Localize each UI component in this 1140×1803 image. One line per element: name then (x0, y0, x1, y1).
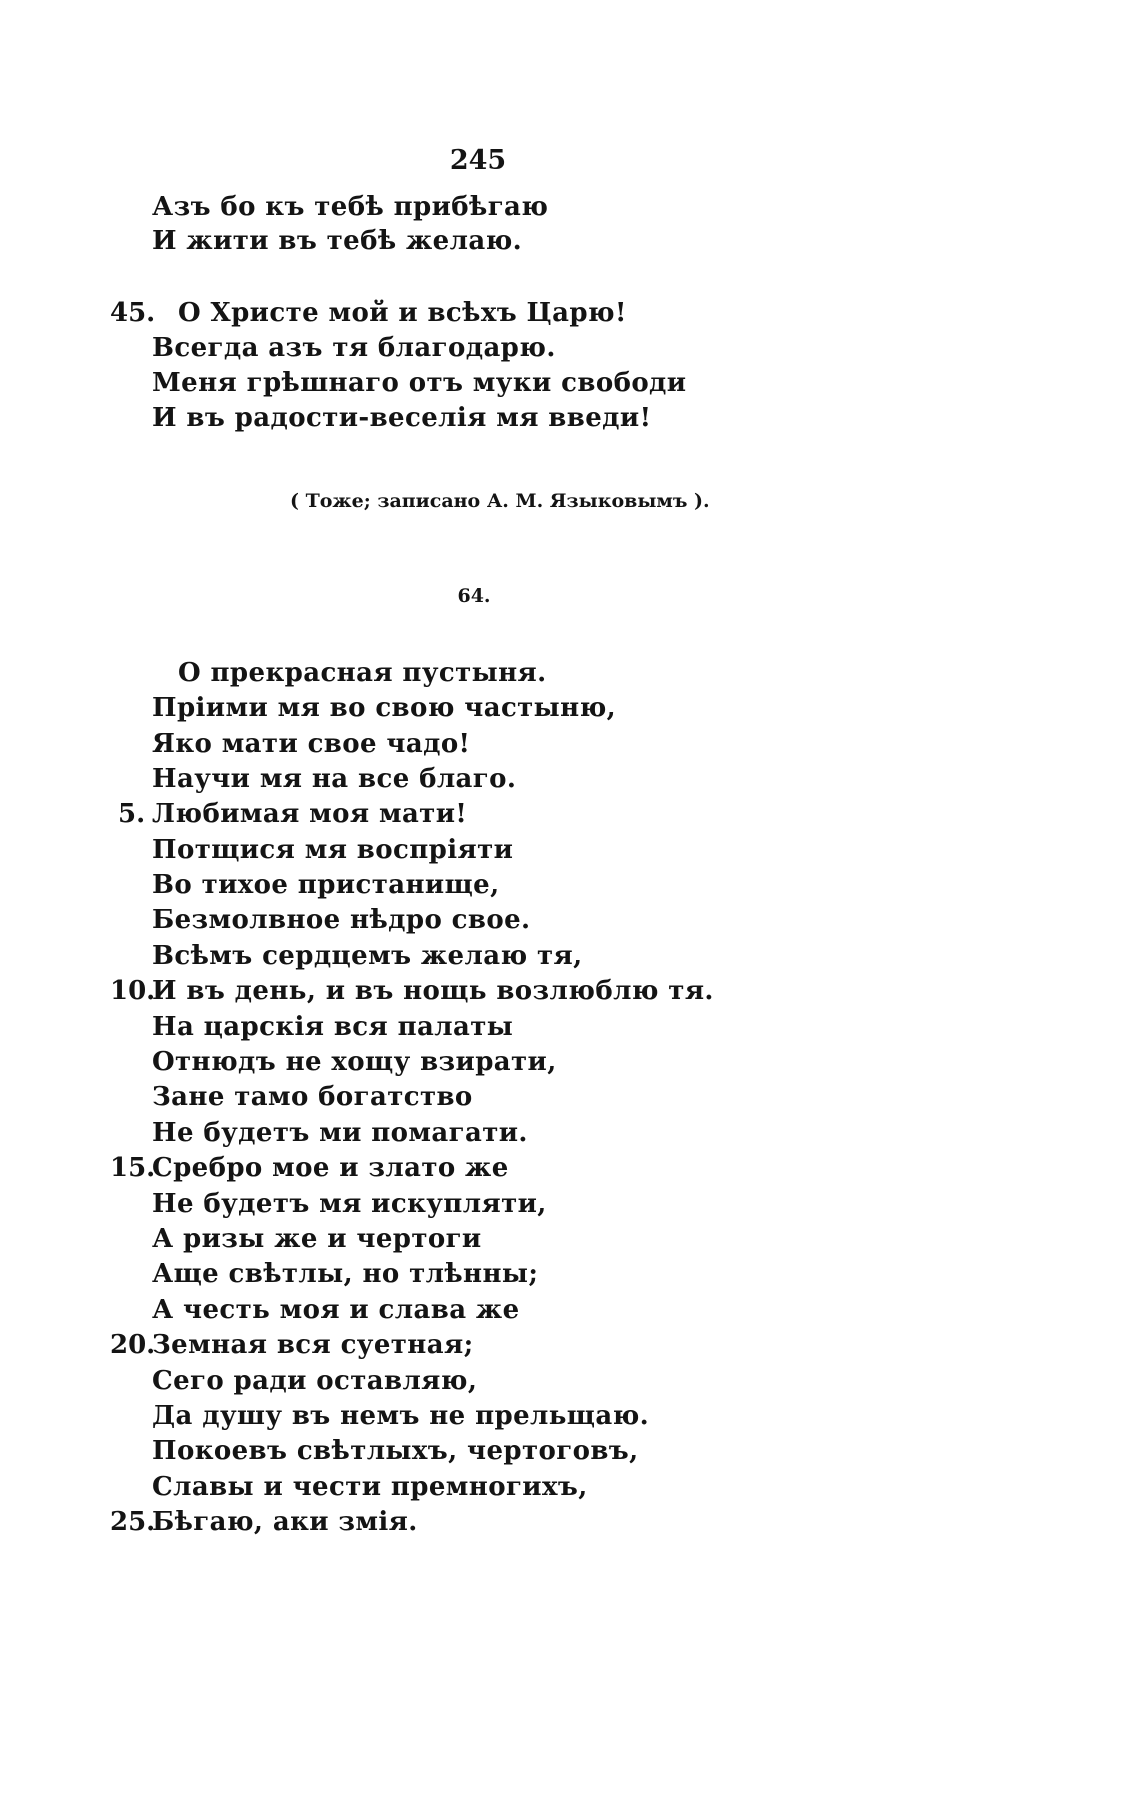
line-number: 5. (118, 799, 146, 829)
verse-line: Научи мя на все благо. (152, 764, 517, 794)
verse-line: На царскія вся палаты (152, 1012, 514, 1042)
verse-line: О прекрасная пустыня. (178, 658, 547, 688)
verse-line: Славы и чести премногихъ, (152, 1472, 588, 1502)
verse-line: Бѣгаю, аки змія. (152, 1507, 418, 1537)
verse-line: И въ радости-веселія мя введи! (152, 403, 652, 433)
verse-line: Безмолвное нѣдро свое. (152, 905, 531, 935)
verse-line: Яко мати свое чадо! (152, 729, 471, 759)
verse-line: Аще свѣтлы, но тлѣнны; (152, 1259, 539, 1289)
attribution: ( Тоже; записано А. М. Языковымъ ). (290, 490, 710, 512)
line-number: 25. (110, 1507, 156, 1537)
verse-line: Земная вся суетная; (152, 1330, 474, 1360)
verse-line: О Христе мой и всѣхъ Царю! (178, 298, 627, 328)
verse-line: Да душу въ немъ не прельщаю. (152, 1401, 650, 1431)
verse-line: Потщися мя воспріяти (152, 835, 514, 865)
verse-line: Отнюдъ не хощу взирати, (152, 1047, 557, 1077)
line-number: 15. (110, 1153, 156, 1183)
verse-line: Пріими мя во свою частыню, (152, 693, 617, 723)
verse-line: Меня грѣшнаго отъ муки свободи (152, 368, 687, 398)
verse-line: Не будетъ мя искупляти, (152, 1189, 547, 1219)
verse-line: Покоевъ свѣтлыхъ, чертоговъ, (152, 1436, 639, 1466)
poem-number: 64. (457, 585, 491, 607)
verse-line: И жити въ тебѣ желаю. (152, 226, 523, 256)
page-number: 245 (449, 145, 507, 176)
verse-line: Всегда азъ тя благодарю. (152, 333, 556, 363)
line-number: 10. (110, 976, 156, 1006)
line-number: 20. (110, 1330, 156, 1360)
verse-line: Не будетъ ми помагати. (152, 1118, 528, 1148)
line-number: 45. (110, 298, 156, 328)
verse-line: Сего ради оставляю, (152, 1366, 478, 1396)
verse-line: Во тихое пристанище, (152, 870, 500, 900)
verse-line: Сребро мое и злато же (152, 1153, 509, 1183)
verse-line: А честь моя и слава же (152, 1295, 520, 1325)
verse-line: Азъ бо къ тебѣ прибѣгаю (152, 192, 549, 222)
verse-line: Зане тамо богатство (152, 1082, 473, 1112)
verse-line: Всѣмъ сердцемъ желаю тя, (152, 941, 583, 971)
verse-line: И въ день, и въ нощь возлюблю тя. (152, 976, 714, 1006)
verse-line: Любимая моя мати! (152, 799, 468, 829)
verse-line: А ризы же и чертоги (152, 1224, 482, 1254)
